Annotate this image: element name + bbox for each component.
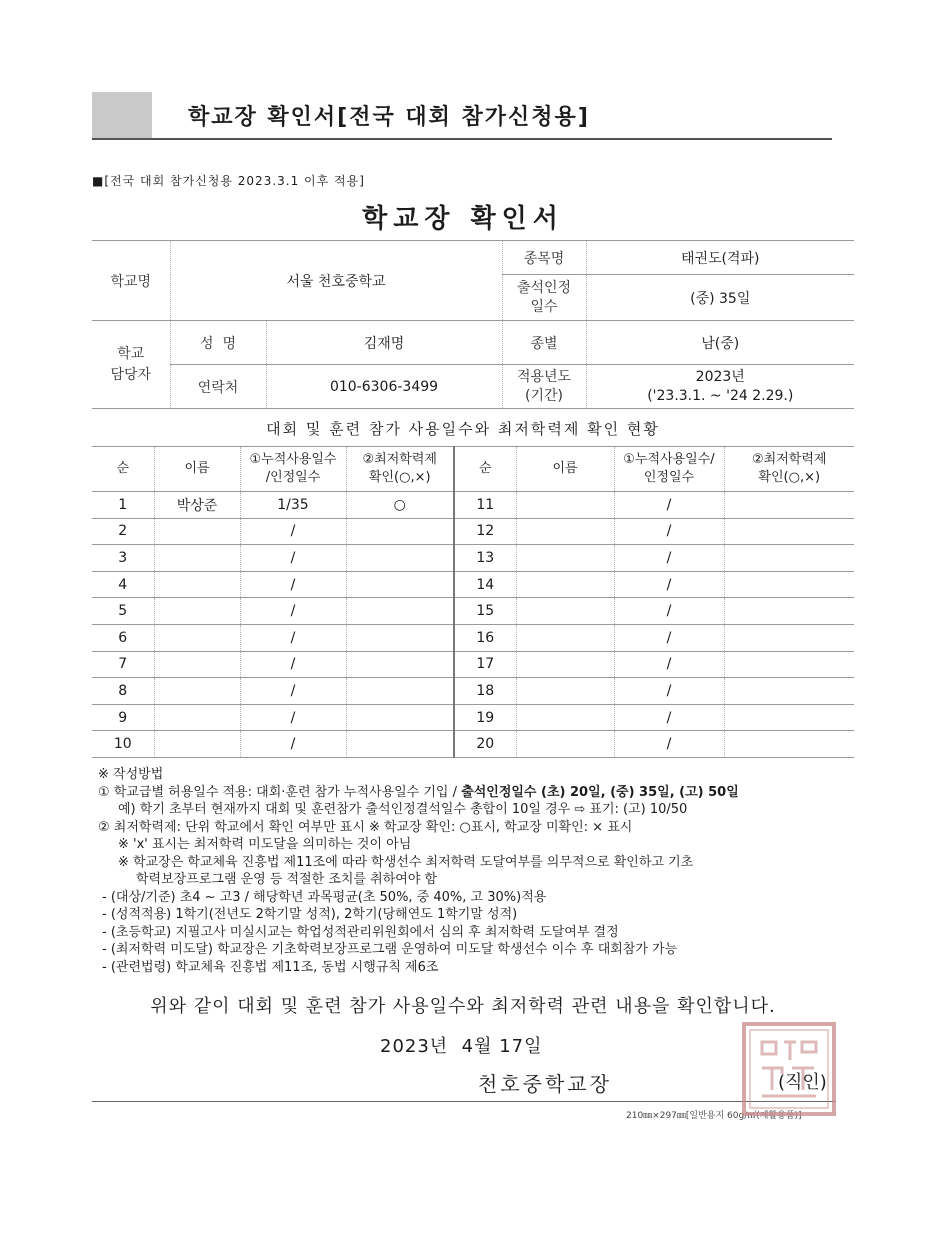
row-check-left — [346, 678, 454, 705]
detail-2: - (성적적용) 1학기(전년도 2학기말 성적), 2학기(당해연도 1학기말 성적) — [102, 907, 518, 922]
note-1b: 예) 학기 초부터 현재까지 대회 및 훈련참가 출석인정결석일수 총합이 10일 경우 ⇨ 표기: (고) 10/50 — [118, 802, 688, 817]
col-header-name-left: 이름 — [154, 447, 240, 492]
row-no-right: 12 — [454, 518, 516, 545]
row-name-right — [516, 518, 614, 545]
row-check-left — [346, 545, 454, 572]
grid-body — [92, 492, 854, 758]
row-name-left — [154, 704, 240, 731]
row-name-right — [516, 731, 614, 758]
row-name-left — [154, 651, 240, 678]
row-days-right: / — [614, 704, 724, 731]
row-no-right: 15 — [454, 598, 516, 625]
table-row — [92, 492, 854, 519]
row-no-right: 19 — [454, 704, 516, 731]
row-name-right — [516, 704, 614, 731]
row-check-right — [724, 598, 854, 625]
header-decor-bar — [92, 92, 152, 140]
row-name-left — [154, 678, 240, 705]
year-label: 적용년도 (기간) — [502, 365, 586, 409]
gender-value: 남(중) — [586, 321, 854, 365]
col-header-no-left: 순 — [92, 447, 154, 492]
row-check-left — [346, 518, 454, 545]
row-name-left — [154, 545, 240, 572]
row-no-right: 16 — [454, 624, 516, 651]
row-check-left — [346, 624, 454, 651]
note-1a-bold: 출석인정일수 (초) 20일, (중) 35일, (고) 50일 — [461, 784, 739, 800]
row-name-right — [516, 598, 614, 625]
row-no-left: 2 — [92, 518, 154, 545]
row-check-right — [724, 651, 854, 678]
row-check-right — [724, 518, 854, 545]
row-check-right — [724, 624, 854, 651]
row-name-right — [516, 624, 614, 651]
table-row — [92, 651, 854, 678]
note-2a: ※ 'x' 표시는 최저학력 미도달을 의미하는 것이 아님 — [118, 837, 412, 852]
row-no-right: 20 — [454, 731, 516, 758]
row-check-left — [346, 704, 454, 731]
table-row — [92, 704, 854, 731]
note-1a — [98, 784, 858, 802]
table-row — [92, 518, 854, 545]
row-check-right — [724, 545, 854, 572]
row-days-left: 1/35 — [240, 492, 346, 519]
name-value: 김재명 — [266, 321, 502, 365]
row-no-right: 11 — [454, 492, 516, 519]
school-label: 학교명 — [92, 241, 170, 321]
row-no-right: 18 — [454, 678, 516, 705]
col-header-check-left: ②최저학력제 확인(○,×) — [346, 447, 454, 492]
contact-label: 연락처 — [170, 365, 266, 409]
row-no-left: 10 — [92, 731, 154, 758]
subnote: ■[전국 대회 참가신청용 2023.3.1 이후 적용] — [92, 174, 365, 188]
confirmation-text: 위와 같이 대회 및 훈련 참가 사용일수와 최저학력 관련 내용을 확인합니다. — [150, 996, 776, 1017]
row-no-right: 17 — [454, 651, 516, 678]
row-days-right: / — [614, 492, 724, 519]
header-rule — [92, 138, 832, 140]
row-days-left: / — [240, 624, 346, 651]
attend-label: 출석인정 일수 — [502, 275, 586, 321]
row-name-right — [516, 571, 614, 598]
row-no-left: 1 — [92, 492, 154, 519]
detail-1: - (대상/기준) 초4 ~ 고3 / 해당학년 과목평균(초 50%, 중 40%, 고 30%)적용 — [102, 889, 547, 905]
row-days-right: / — [614, 731, 724, 758]
row-no-left: 5 — [92, 598, 154, 625]
row-check-right — [724, 492, 854, 519]
row-check-right — [724, 704, 854, 731]
row-days-right: / — [614, 518, 724, 545]
row-check-left: ○ — [346, 492, 454, 519]
row-no-right: 13 — [454, 545, 516, 572]
row-days-left: / — [240, 731, 346, 758]
row-name-left — [154, 571, 240, 598]
row-name-right — [516, 678, 614, 705]
row-days-right: / — [614, 624, 724, 651]
year-cell — [586, 365, 854, 409]
col-header-no-right: 순 — [454, 447, 516, 492]
row-name-left — [154, 518, 240, 545]
instructions — [98, 766, 858, 976]
col-header-name-right: 이름 — [516, 447, 614, 492]
row-no-left: 4 — [92, 571, 154, 598]
row-no-left: 8 — [92, 678, 154, 705]
row-days-left: / — [240, 571, 346, 598]
row-no-left: 7 — [92, 651, 154, 678]
name-label: 성 명 — [170, 321, 266, 365]
document-title: 학교장 확인서 — [362, 204, 564, 234]
year-value: 2023년 — [695, 368, 745, 385]
paper-spec-note: 210㎜×297㎜[일반용지 60g/㎡(재활용품)] — [626, 1111, 802, 1121]
row-no-left: 6 — [92, 624, 154, 651]
note-1a-text: ① 학교급별 허용일수 적용: 대회·훈련 참가 누적사용일수 기입 / — [98, 784, 462, 800]
row-days-left: / — [240, 678, 346, 705]
seal-note: (직인) — [778, 1072, 827, 1093]
note-2c: 학력보장프로그램 운영 등 적절한 조치를 취하여야 함 — [136, 872, 438, 887]
info-table — [92, 240, 854, 409]
row-check-left — [346, 571, 454, 598]
row-check-right — [724, 571, 854, 598]
section-title: 대회 및 훈련 참가 사용일수와 최저학력제 확인 현황 — [266, 420, 660, 438]
table-row — [92, 545, 854, 572]
row-days-left: / — [240, 518, 346, 545]
note-2: ② 최저학력제: 단위 학교에서 확인 여부만 표시 ※ 학교장 확인: ○표시, 학교장 미확인: × 표시 — [98, 819, 633, 835]
table-row — [92, 571, 854, 598]
detail-5: - (관련법령) 학교체육 진흥법 제11조, 동법 시행규칙 제6조 — [102, 959, 439, 975]
notes-heading: ※ 작성방법 — [98, 767, 164, 782]
row-days-left: / — [240, 545, 346, 572]
row-name-right — [516, 492, 614, 519]
table-row — [92, 624, 854, 651]
manager-label: 학교 담당자 — [92, 321, 170, 409]
col-header-days-left: ①누적사용일수 /인정일수 — [240, 447, 346, 492]
header-title: 학교장 확인서[전국 대회 참가신청용] — [188, 105, 590, 130]
row-name-left: 박상준 — [154, 492, 240, 519]
note-2b: ※ 학교장은 학교체육 진흥법 제11조에 따라 학생선수 최저학력 도달여부를 의무적으로 확인하고 기초 — [118, 854, 694, 870]
contact-value: 010-6306-3499 — [266, 365, 502, 409]
row-no-left: 3 — [92, 545, 154, 572]
gender-label: 종별 — [502, 321, 586, 365]
usage-grid — [92, 446, 854, 758]
school-value: 서울 천호중학교 — [170, 241, 502, 321]
row-name-right — [516, 545, 614, 572]
bottom-rule — [92, 1101, 836, 1102]
row-days-left: / — [240, 704, 346, 731]
row-no-right: 14 — [454, 571, 516, 598]
table-row — [92, 678, 854, 705]
row-name-left — [154, 731, 240, 758]
row-check-right — [724, 678, 854, 705]
principal-title: 천호중학교장 — [478, 1072, 612, 1096]
detail-3: - (초등학교) 지필고사 미실시교는 학업성적관리위원회에서 심의 후 최저학력 도달여부 결정 — [102, 924, 619, 940]
event-label: 종목명 — [502, 241, 586, 275]
row-check-left — [346, 731, 454, 758]
row-days-left: / — [240, 598, 346, 625]
issue-date: 2023년 4월 17일 — [380, 1036, 543, 1057]
detail-4: - (최저학력 미도달) 학교장은 기초학력보장프로그램 운영하여 미도달 학생선수 이수 후 대회참가 가능 — [102, 942, 678, 957]
attend-value: (중) 35일 — [586, 275, 854, 321]
row-check-right — [724, 731, 854, 758]
row-days-right: / — [614, 678, 724, 705]
event-value: 태권도(격파) — [586, 241, 854, 275]
row-days-right: / — [614, 571, 724, 598]
grid-header-row — [92, 447, 854, 492]
row-name-left — [154, 624, 240, 651]
row-no-left: 9 — [92, 704, 154, 731]
row-name-right — [516, 651, 614, 678]
row-days-right: / — [614, 651, 724, 678]
row-days-right: / — [614, 598, 724, 625]
col-header-days-right: ①누적사용일수/ 인정일수 — [614, 447, 724, 492]
table-row — [92, 598, 854, 625]
row-days-left: / — [240, 651, 346, 678]
row-name-left — [154, 598, 240, 625]
table-row — [92, 731, 854, 758]
col-header-check-right: ②최저학력제 확인(○,×) — [724, 447, 854, 492]
row-check-left — [346, 598, 454, 625]
row-check-left — [346, 651, 454, 678]
row-days-right: / — [614, 545, 724, 572]
period-value: ('23.3.1. ~ '24 2.29.) — [647, 387, 794, 404]
